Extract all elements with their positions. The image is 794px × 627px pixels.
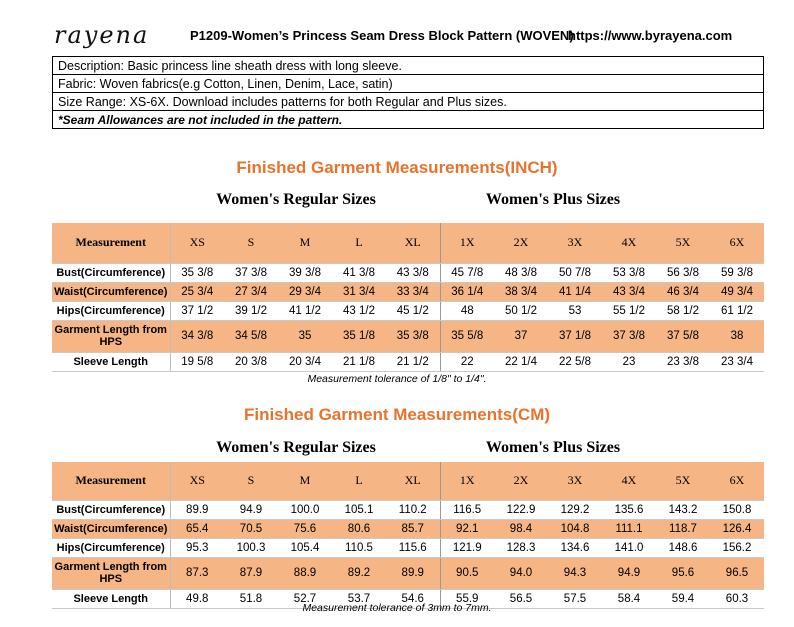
measurement-cell: 61 1/2: [710, 301, 764, 320]
measurement-cell: 53.7: [332, 589, 386, 608]
pattern-title: P1209-Women’s Princess Seam Dress Block Pattern (WOVEN): [190, 28, 574, 43]
section-title-cm: Finished Garment Measurements(CM): [243, 405, 551, 424]
measurement-cell: 87.3: [170, 557, 224, 589]
description-row: Description: Basic princess line sheath dress with long sleeve.: [53, 57, 764, 75]
measurement-cell: 37 1/2: [170, 301, 224, 320]
measurement-cell: 48: [440, 301, 494, 320]
table-row: [52, 263, 764, 282]
column-header-size: 1X: [440, 462, 494, 500]
column-header-size: 6X: [710, 462, 764, 500]
row-label: Bust(Circumference): [52, 263, 170, 282]
measurement-cell: 38 3/4: [494, 282, 548, 301]
column-header-size: S: [224, 462, 278, 500]
measurement-cell: 88.9: [278, 557, 332, 589]
column-header-size: 5X: [656, 462, 710, 500]
website-link[interactable]: https://www.byrayena.com: [568, 28, 733, 43]
measurement-cell: 70.5: [224, 519, 278, 538]
size-range-row: Size Range: XS-6X. Download includes patterns for both Regular and Plus sizes.: [53, 93, 764, 111]
measurement-cell: 35 5/8: [440, 320, 494, 352]
header-row: [52, 462, 764, 500]
row-label: Garment Length from HPS: [52, 320, 170, 352]
table-row: [52, 301, 764, 320]
measurement-cell: 21 1/8: [332, 352, 386, 371]
header-row: [52, 223, 764, 263]
measurement-cell: 39 1/2: [224, 301, 278, 320]
measurement-cell: 75.6: [278, 519, 332, 538]
column-header-size: 6X: [710, 223, 764, 263]
measurement-cell: 37 5/8: [656, 320, 710, 352]
measurement-cell: 41 1/4: [548, 282, 602, 301]
measurement-cell: 35: [278, 320, 332, 352]
measurement-cell: 148.6: [656, 538, 710, 557]
table-row: [52, 352, 764, 371]
column-header-size: L: [332, 462, 386, 500]
column-header-size: 3X: [548, 223, 602, 263]
measurement-table-cm: [52, 462, 764, 609]
row-label: Sleeve Length: [52, 589, 170, 608]
plus-sizes-title-cm: Women's Plus Sizes: [485, 439, 621, 456]
column-header-size: XS: [170, 223, 224, 263]
row-label: Bust(Circumference): [52, 500, 170, 519]
row-label: Garment Length from HPS: [52, 557, 170, 589]
measurement-cell: 143.2: [656, 500, 710, 519]
measurement-cell: 135.6: [602, 500, 656, 519]
measurement-cell: 25 3/4: [170, 282, 224, 301]
row-label: Sleeve Length: [52, 352, 170, 371]
measurement-cell: 31 3/4: [332, 282, 386, 301]
measurement-cell: 94.9: [602, 557, 656, 589]
measurement-cell: 23: [602, 352, 656, 371]
measurement-cell: 23 3/4: [710, 352, 764, 371]
column-header-size: XS: [170, 462, 224, 500]
measurement-cell: 23 3/8: [656, 352, 710, 371]
measurement-cell: 56.5: [494, 589, 548, 608]
measurement-cell: 129.2: [548, 500, 602, 519]
measurement-cell: 34 3/8: [170, 320, 224, 352]
column-header-measurement: Measurement: [52, 223, 170, 263]
column-header-size: 4X: [602, 223, 656, 263]
measurement-cell: 94.0: [494, 557, 548, 589]
measurement-cell: 98.4: [494, 519, 548, 538]
measurement-cell: 35 3/8: [386, 320, 440, 352]
measurement-cell: 35 1/8: [332, 320, 386, 352]
measurement-cell: 27 3/4: [224, 282, 278, 301]
measurement-cell: 49 3/4: [710, 282, 764, 301]
measurement-cell: 22: [440, 352, 494, 371]
column-header-size: XL: [386, 462, 440, 500]
measurement-cell: 134.6: [548, 538, 602, 557]
column-header-size: XL: [386, 223, 440, 263]
measurement-cell: 60.3: [710, 589, 764, 608]
measurement-cell: 34 5/8: [224, 320, 278, 352]
measurement-cell: 121.9: [440, 538, 494, 557]
row-label: Waist(Circumference): [52, 282, 170, 301]
measurement-cell: 94.3: [548, 557, 602, 589]
row-label: Hips(Circumference): [52, 538, 170, 557]
measurement-cell: 128.3: [494, 538, 548, 557]
fabric-row: Fabric: Woven fabrics(e.g Cotton, Linen, Denim, Lace, satin): [53, 75, 764, 93]
measurement-cell: 150.8: [710, 500, 764, 519]
measurement-cell: 51.8: [224, 589, 278, 608]
measurement-cell: 92.1: [440, 519, 494, 538]
measurement-cell: 43 1/2: [332, 301, 386, 320]
measurement-cell: 50 1/2: [494, 301, 548, 320]
column-header-size: S: [224, 223, 278, 263]
measurement-cell: 22 1/4: [494, 352, 548, 371]
table-row: [52, 500, 764, 519]
section-title-inch: Finished Garment Measurements(INCH): [236, 158, 558, 177]
measurement-cell: 37 3/8: [224, 263, 278, 282]
measurement-cell: 54.6: [386, 589, 440, 608]
page-header: [52, 18, 764, 52]
measurement-cell: 116.5: [440, 500, 494, 519]
measurement-cell: 80.6: [332, 519, 386, 538]
measurement-cell: 53 3/8: [602, 263, 656, 282]
measurement-cell: 85.7: [386, 519, 440, 538]
measurement-cell: 53: [548, 301, 602, 320]
measurement-cell: 39 3/8: [278, 263, 332, 282]
tolerance-note-cm: Measurement tolerance of 3mm to 7mm.: [302, 602, 492, 614]
measurement-cell: 100.3: [224, 538, 278, 557]
measurement-cell: 96.5: [710, 557, 764, 589]
measurement-cell: 46 3/4: [656, 282, 710, 301]
measurement-cell: 105.4: [278, 538, 332, 557]
measurement-cell: 110.2: [386, 500, 440, 519]
measurement-cell: 45 1/2: [386, 301, 440, 320]
measurement-cell: 37 3/8: [602, 320, 656, 352]
column-header-measurement: Measurement: [52, 462, 170, 500]
measurement-cell: 19 5/8: [170, 352, 224, 371]
measurement-cell: 41 3/8: [332, 263, 386, 282]
column-header-size: 3X: [548, 462, 602, 500]
column-header-size: M: [278, 223, 332, 263]
pattern-info-table: [52, 56, 764, 129]
measurement-cell: 141.0: [602, 538, 656, 557]
measurement-cell: 58.4: [602, 589, 656, 608]
measurement-cell: 110.5: [332, 538, 386, 557]
regular-sizes-title-inch: Women's Regular Sizes: [216, 191, 376, 208]
column-header-size: 2X: [494, 462, 548, 500]
measurement-cell: 55 1/2: [602, 301, 656, 320]
measurement-cell: 59.4: [656, 589, 710, 608]
seam-allowance-note: *Seam Allowances are not included in the pattern.: [53, 111, 764, 129]
table-row: [52, 557, 764, 589]
row-label: Hips(Circumference): [52, 301, 170, 320]
plus-sizes-title-inch: Women's Plus Sizes: [485, 191, 621, 208]
measurement-cell: 89.9: [386, 557, 440, 589]
measurement-cell: 37 1/8: [548, 320, 602, 352]
measurement-cell: 89.9: [170, 500, 224, 519]
measurement-cell: 56 3/8: [656, 263, 710, 282]
measurement-cell: 50 7/8: [548, 263, 602, 282]
measurement-cell: 29 3/4: [278, 282, 332, 301]
measurement-table-inch: [52, 223, 764, 372]
column-header-size: 4X: [602, 462, 656, 500]
measurement-cell: 48 3/8: [494, 263, 548, 282]
measurement-cell: 87.9: [224, 557, 278, 589]
measurement-cell: 126.4: [710, 519, 764, 538]
table-row: [52, 538, 764, 557]
measurement-cell: 95.6: [656, 557, 710, 589]
measurement-cell: 65.4: [170, 519, 224, 538]
measurement-cell: 105.1: [332, 500, 386, 519]
measurement-cell: 89.2: [332, 557, 386, 589]
column-header-size: 5X: [656, 223, 710, 263]
measurement-cell: 57.5: [548, 589, 602, 608]
measurement-cell: 20 3/8: [224, 352, 278, 371]
measurement-cell: 104.8: [548, 519, 602, 538]
measurement-cell: 33 3/4: [386, 282, 440, 301]
measurement-cell: 59 3/8: [710, 263, 764, 282]
column-header-size: M: [278, 462, 332, 500]
table-row: [52, 320, 764, 352]
column-header-size: 2X: [494, 223, 548, 263]
measurement-cell: 38: [710, 320, 764, 352]
measurement-cell: 36 1/4: [440, 282, 494, 301]
tolerance-note-inch: Measurement tolerance of 1/8" to 1/4".: [307, 373, 487, 385]
measurement-cell: 41 1/2: [278, 301, 332, 320]
row-label: Waist(Circumference): [52, 519, 170, 538]
measurement-cell: 115.6: [386, 538, 440, 557]
table-row: [52, 282, 764, 301]
measurement-cell: 55.9: [440, 589, 494, 608]
measurement-cell: 52.7: [278, 589, 332, 608]
measurement-cell: 43 3/4: [602, 282, 656, 301]
measurement-cell: 20 3/4: [278, 352, 332, 371]
regular-sizes-title-cm: Women's Regular Sizes: [216, 439, 376, 456]
measurement-cell: 21 1/2: [386, 352, 440, 371]
brand-logo: rayena: [54, 21, 150, 49]
measurement-cell: 94.9: [224, 500, 278, 519]
measurement-cell: 58 1/2: [656, 301, 710, 320]
measurement-cell: 118.7: [656, 519, 710, 538]
measurement-cell: 49.8: [170, 589, 224, 608]
table-row: [52, 519, 764, 538]
measurement-cell: 22 5/8: [548, 352, 602, 371]
measurement-cell: 37: [494, 320, 548, 352]
measurement-cell: 100.0: [278, 500, 332, 519]
measurement-cell: 35 3/8: [170, 263, 224, 282]
measurement-cell: 111.1: [602, 519, 656, 538]
measurement-cell: 122.9: [494, 500, 548, 519]
measurement-cell: 156.2: [710, 538, 764, 557]
column-header-size: 1X: [440, 223, 494, 263]
measurement-cell: 45 7/8: [440, 263, 494, 282]
measurement-cell: 43 3/8: [386, 263, 440, 282]
measurement-cell: 95.3: [170, 538, 224, 557]
measurement-cell: 90.5: [440, 557, 494, 589]
column-header-size: L: [332, 223, 386, 263]
